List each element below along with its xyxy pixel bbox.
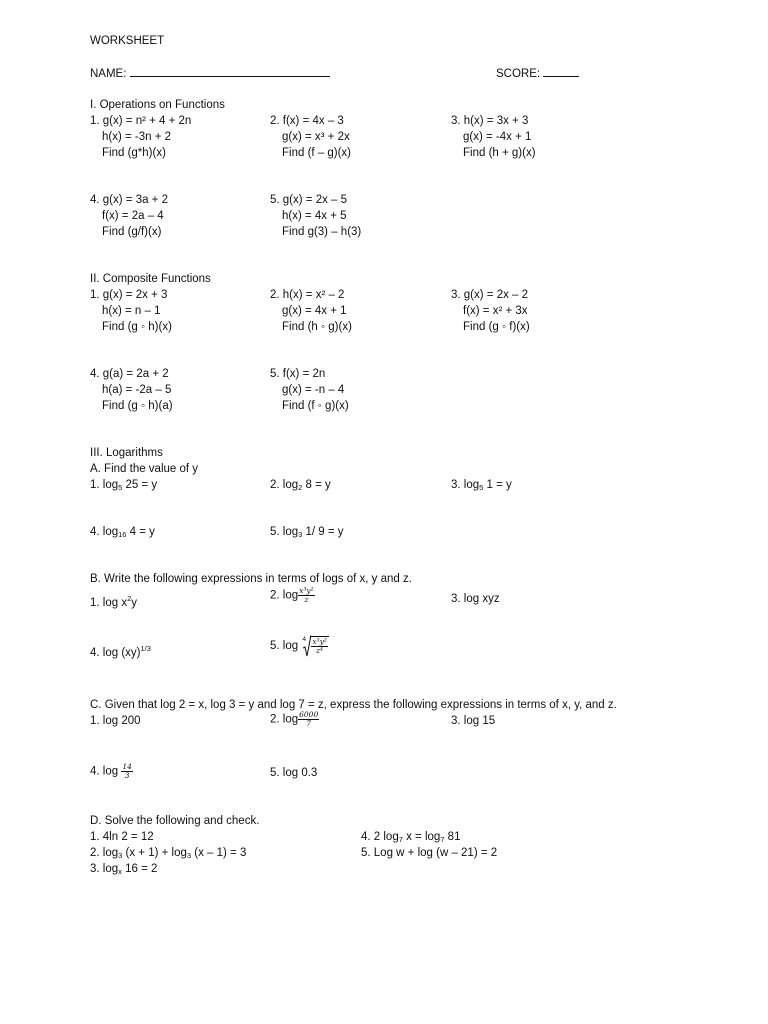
- problem-line: 1. $\log x^2y$: [90, 594, 137, 609]
- problem-line: Find (g ◦ h)(a): [102, 400, 173, 412]
- problem-line: 4. log (xy)$^{1/3}$: [90, 644, 151, 659]
- problem-line: g(x) = -n – 4: [282, 384, 345, 396]
- score-blank: [543, 65, 579, 77]
- problem-line: Find (f ◦ g)(x): [282, 400, 349, 412]
- problem-line: Find (g ◦ h)(x): [102, 321, 172, 333]
- problem-line: 3. log xyz: [451, 593, 500, 605]
- problem-line: h(a) = -2a – 5: [102, 384, 172, 396]
- section-operations: [90, 97, 710, 240]
- problem-line: 1. log 200: [90, 715, 141, 727]
- problem-line: 4. g(x) = 3a + 2: [90, 194, 168, 206]
- problem-line: g(x) = -4x + 1: [463, 131, 532, 143]
- problem-line: 5. $\log_3 1/$ 9 = y: [270, 526, 344, 539]
- problem-line: 5. log 0.3: [270, 767, 318, 779]
- problem-line: 1. g(x) = 2x + 3: [90, 289, 168, 301]
- problem-line: 2. f(x) = 4x – 3: [270, 115, 344, 127]
- problem-line: 2. $\log_2 8 = y$: [270, 479, 331, 492]
- problem-line: 4. $\log_{16} 4 = y$: [90, 526, 155, 539]
- problem-line: f(x) = x² + 3x: [463, 305, 528, 317]
- problem-line: 3. h(x) = 3x + 3: [451, 115, 529, 127]
- problem-line: h(x) = -3n + 2: [102, 131, 172, 143]
- problem-line: Find (g/f)(x): [102, 226, 162, 238]
- problem-line: Find (h ◦ g)(x): [282, 321, 352, 333]
- problem-line: 3. $\log_5 1 = y$: [451, 479, 512, 492]
- problem-line: 1. 4ln 2 = 12: [90, 831, 154, 843]
- problem-line: 3. $\log_x 16 = 2$: [90, 863, 158, 876]
- problem-line: 2. h(x) = x² – 2: [270, 289, 345, 301]
- problem-line: 5. Log w + log (w – 21) = 2: [361, 847, 498, 859]
- section-composite: [90, 271, 710, 414]
- part-b-title: B. Write the following expressions in terms of logs of x, y and z.: [90, 573, 412, 585]
- problem-line: Find (g*h)(x): [102, 147, 166, 159]
- problem-line: 1. $\log_5 25 = y$: [90, 479, 158, 492]
- problem-line: 1. g(x) = n² + 4 + 2n: [90, 115, 192, 127]
- problem-line: 2. log $\frac{\text{x³y²}}{z}$: [270, 586, 314, 604]
- part-d-title: D. Solve the following and check.: [90, 815, 260, 827]
- fraction: $\frac{14}{3}$: [122, 762, 132, 780]
- part-a-title: A. Find the value of y: [90, 463, 199, 475]
- fraction: $\frac{6000}{7}$: [299, 710, 319, 728]
- problem-line: 3. log 15: [451, 715, 496, 727]
- problem-line: g(x) = x³ + 2x: [282, 131, 350, 143]
- problem-line: 5. log 4 $\frac{\text{x³y²}}{\text{z⁴}}$: [270, 635, 329, 657]
- section-title: II. Composite Functions: [90, 273, 211, 285]
- section-title: I. Operations on Functions: [90, 99, 225, 111]
- problem-line: h(x) = n – 1: [102, 305, 161, 317]
- problem-line: 5. f(x) = 2n: [270, 368, 326, 380]
- part-c-title: C. Given that log 2 = x, log 3 = y and log 7 = z, express the following expressions in terms of x, y, and z.: [90, 699, 617, 711]
- radical: 4 $\frac{\text{x³y²}}{\text{z⁴}}$: [302, 636, 327, 655]
- problem-line: 3. g(x) = 2x – 2: [451, 289, 529, 301]
- problem-line: 4. log $\frac{14}{3}$: [90, 762, 132, 780]
- score-field: [496, 65, 579, 81]
- section-title: III. Logarithms: [90, 447, 163, 459]
- problem-line: h(x) = 4x + 5: [282, 210, 347, 222]
- name-field: [90, 65, 330, 81]
- name-blank: [130, 65, 330, 77]
- problem-line: Find (g ◦ f)(x): [463, 321, 530, 333]
- problem-line: 2. log $\frac{6000}{7}$: [270, 710, 319, 728]
- problem-line: Find (h + g)(x): [463, 147, 536, 159]
- problem-line: 4. 2 $\log_7 x = \log_7 81$: [361, 831, 461, 844]
- problem-line: 5. g(x) = 2x – 5: [270, 194, 348, 206]
- problem-line: g(x) = 4x + 1: [282, 305, 347, 317]
- score-label: SCORE:: [496, 68, 541, 80]
- fraction: $\frac{\text{x³y²}}{z}$: [299, 586, 314, 604]
- problem-line: f(x) = 2a – 4: [102, 210, 164, 222]
- worksheet-title: WORKSHEET: [90, 35, 165, 47]
- problem-line: 4. g(a) = 2a + 2: [90, 368, 169, 380]
- problem-line: Find g(3) – h(3): [282, 226, 362, 238]
- section-logarithms: [90, 445, 710, 877]
- problem-line: Find (f – g)(x): [282, 147, 352, 159]
- name-label: NAME:: [90, 68, 127, 80]
- problem-line: 2. $\log_3 (x + 1) + \log_3 (x - 1) = 3$: [90, 847, 247, 860]
